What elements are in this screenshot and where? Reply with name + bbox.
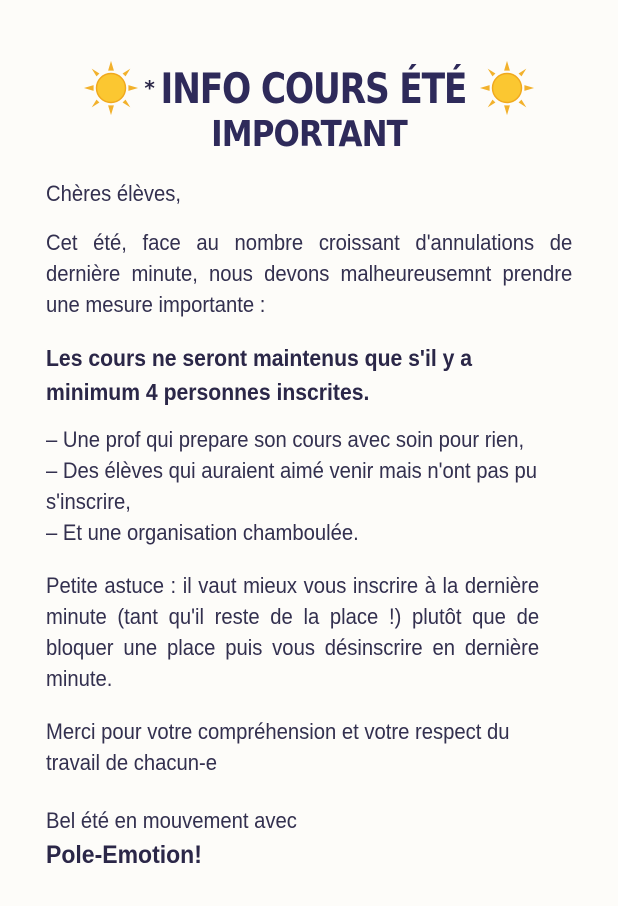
spark-icon: * bbox=[144, 76, 155, 100]
signature: Pole-Emotion! bbox=[46, 841, 202, 869]
tip-paragraph: Petite astuce : il vaut mieux vous inscrire à la dernière minute (tant qu'il reste de la place !) plutôt que de bloquer une place puis vous désinscrire en dernière minute. bbox=[46, 573, 540, 691]
consequences-list bbox=[46, 424, 581, 548]
sun-icon bbox=[82, 59, 140, 117]
rule-statement bbox=[46, 341, 589, 409]
greeting: Chères élèves, bbox=[46, 181, 182, 206]
title-row bbox=[0, 56, 618, 120]
list-item: – Une prof qui prepare son cours avec soin pour rien, bbox=[46, 427, 525, 452]
page-title: INFO COURS ÉTÉ bbox=[160, 63, 467, 113]
thanks-paragraph: Merci pour votre compréhension et votre respect du travail de chacun-e bbox=[46, 719, 510, 775]
intro-paragraph: Cet été, face au nombre croissant d'annulations de dernière minute, nous devons malheureusemnt prendre une mesure importante : bbox=[46, 230, 573, 317]
list-item: – Des élèves qui auraient aimé venir mais n'ont pas pu s'inscrire, bbox=[46, 458, 538, 514]
closing-line: Bel été en mouvement avec bbox=[46, 808, 297, 833]
rule-line-1: Les cours ne seront maintenus que s'il y a bbox=[46, 345, 473, 371]
list-item: – Et une organisation chamboulée. bbox=[46, 520, 359, 545]
page-subtitle: IMPORTANT bbox=[211, 114, 407, 155]
rule-line-2: minimum 4 personnes inscrites. bbox=[46, 379, 370, 405]
sun-icon bbox=[478, 59, 536, 117]
